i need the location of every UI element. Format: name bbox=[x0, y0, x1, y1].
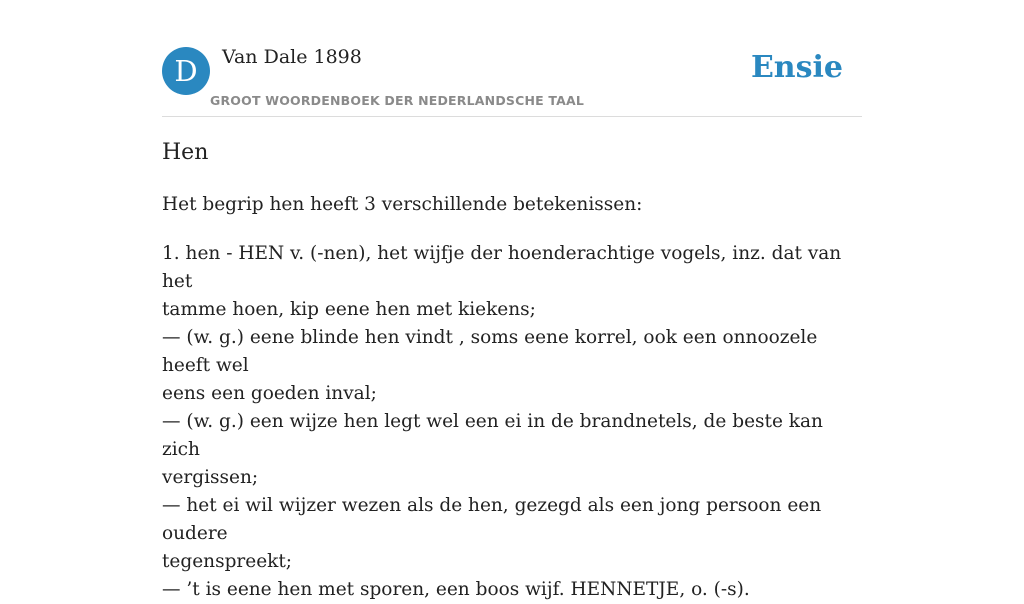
definition-line: eens een goeden inval; bbox=[162, 383, 377, 404]
definition-line: tegenspreekt; bbox=[162, 551, 293, 572]
page-header bbox=[162, 0, 862, 117]
definition-line: 1. hen - HEN v. (-nen), het wijfje der hoenderachtige vogels, inz. dat van het bbox=[162, 243, 842, 292]
brand-logo-link[interactable]: Ensie bbox=[750, 50, 843, 85]
definition-line: — (w. g.) eene blinde hen vindt , soms eene korrel, ook een onnoozele heeft wel bbox=[162, 327, 818, 376]
page-content bbox=[162, 0, 862, 600]
definition-line: — (w. g.) een wijze hen legt wel een ei in de brandnetels, de beste kan zich bbox=[162, 411, 823, 460]
dictionary-avatar[interactable]: D bbox=[162, 47, 210, 95]
definition-line: — het ei wil wijzer wezen als de hen, gezegd als een jong persoon een oudere bbox=[162, 495, 822, 544]
entry-headword: Hen bbox=[162, 140, 209, 165]
definition-line: vergissen; bbox=[162, 467, 259, 488]
dictionary-subtitle: GROOT WOORDENBOEK DER NEDERLANDSCHE TAAL bbox=[210, 93, 585, 108]
entry-definition bbox=[162, 240, 862, 604]
dictionary-title[interactable]: Van Dale 1898 bbox=[222, 46, 362, 68]
definition-line: tamme hoen, kip eene hen met kiekens; bbox=[162, 299, 536, 320]
entry-intro: Het begrip hen heeft 3 verschillende betekenissen: bbox=[162, 194, 643, 215]
definition-line: — ’t is eene hen met sporen, een boos wijf. HENNETJE, o. (-s). bbox=[162, 579, 750, 600]
